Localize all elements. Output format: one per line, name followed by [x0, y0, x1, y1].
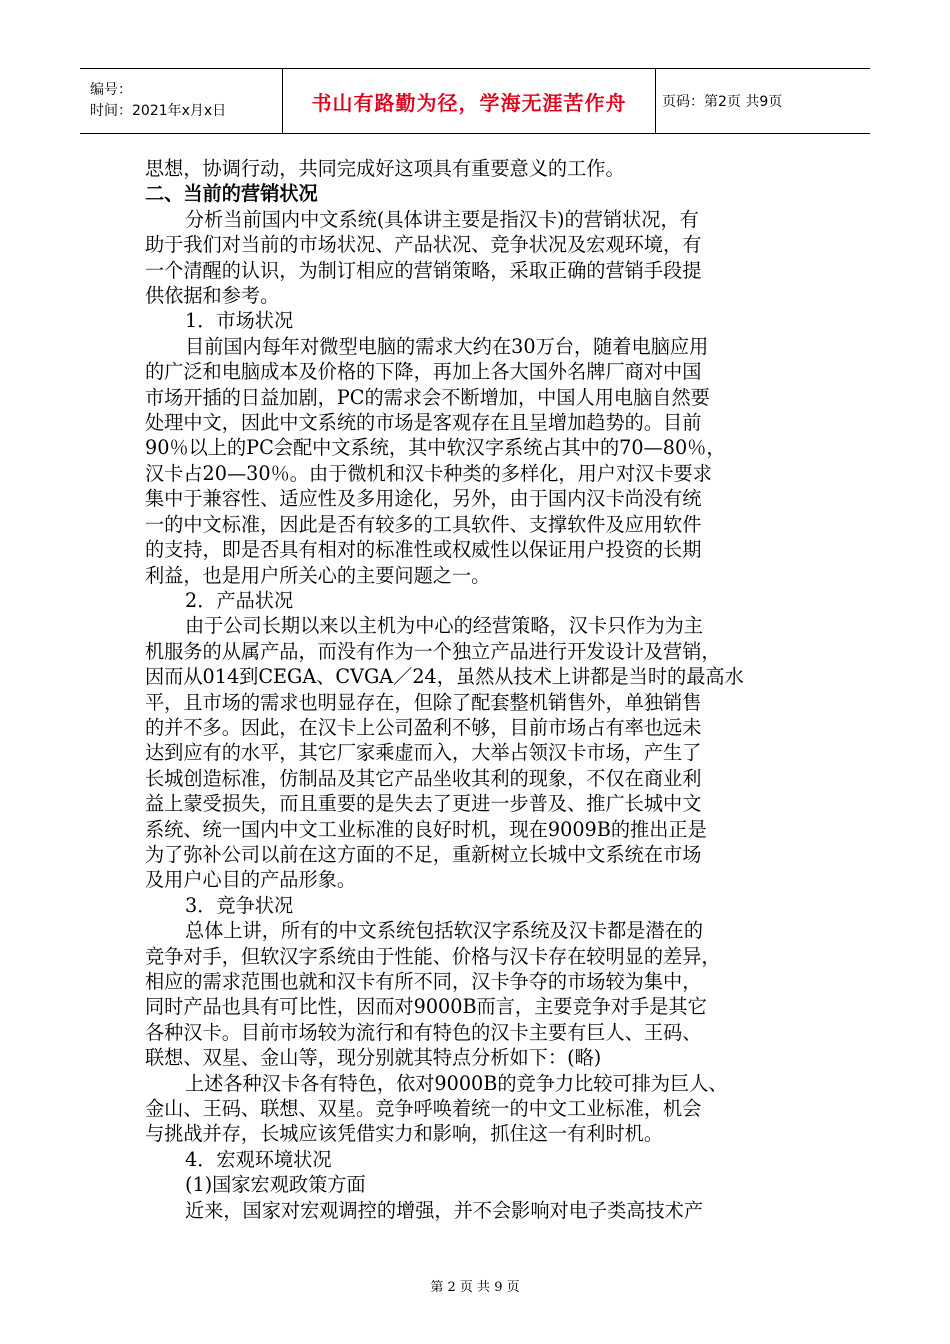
text-line: 益上蒙受损失，而且重要的是失去了更进一步普及、推广长城中文 — [145, 792, 702, 816]
text-line: 达到应有的水平，其它厂家乘虚而入，大举占领汉卡市场，产生了 — [145, 741, 702, 765]
text-line: 系统、统一国内中文工业标准的良好时机，现在9009B的推出正是 — [145, 817, 707, 841]
text-line: 平，且市场的需求也明显存在，但除了配套整机销售外，单独销售 — [145, 690, 702, 714]
text-line: 集中于兼容性、适应性及多用途化，另外，由于国内汉卡尚没有统 — [145, 487, 702, 511]
text-line: 处理中文，因此中文系统的市场是客观存在且呈增加趋势的。目前 — [145, 411, 702, 435]
text-line: 因而从014到CEGA、CVGA／24，虽然从技术上讲都是当时的最高水 — [145, 665, 744, 689]
header-motto-cell — [283, 69, 656, 133]
text-line: 各种汉卡。目前市场较为流行和有特色的汉卡主要有巨人、王码、 — [145, 1020, 702, 1044]
text-line: 2．产品状况 — [185, 588, 294, 612]
text-line: 近来，国家对宏观调控的增强，并不会影响对电子类高技术产 — [185, 1198, 704, 1222]
document-body — [145, 156, 810, 1223]
text-line: 一个清醒的认识，为制订相应的营销策略，采取正确的营销手段提 — [145, 258, 702, 282]
section-heading: 二、当前的营销状况 — [145, 182, 318, 206]
doc-number-label: 编号： — [90, 82, 132, 98]
text-line: 及用户心目的产品形象。 — [145, 868, 357, 892]
text-line: 金山、王码、联想、双星。竞争呼唤着统一的中文工业标准，机会 — [145, 1097, 702, 1121]
text-line: 分析当前国内中文系统(具体讲主要是指汉卡)的营销状况，有 — [185, 207, 699, 231]
text-line: 的广泛和电脑成本及价格的下降，再加上各大国外名牌厂商对中国 — [145, 360, 702, 384]
text-line: 相应的需求范围也就和汉卡有所不同，汉卡争夺的市场较为集中， — [145, 970, 702, 993]
text-line: 一的中文标准，因此是否有较多的工具软件、支撑软件及应用软件 — [145, 512, 702, 536]
text-line: 目前国内每年对微型电脑的需求大约在30万台，随着电脑应用 — [185, 334, 709, 358]
text-line: 3．竞争状况 — [185, 893, 294, 917]
header-page-info: 页码：第2页 共9页 — [662, 94, 783, 110]
text-line: 联想、双星、金山等，现分别就其特点分析如下：(略) — [145, 1046, 602, 1070]
text-line: 助于我们对当前的市场状况、产品状况、竞争状况及宏观环境，有 — [145, 233, 702, 257]
text-line: 总体上讲，所有的中文系统包括软汉字系统及汉卡都是潜在的 — [185, 919, 704, 943]
text-line: 4．宏观环境状况 — [185, 1147, 332, 1171]
text-line: 机服务的从属产品，而没有作为一个独立产品进行开发设计及营销， — [145, 639, 721, 663]
header-page-cell — [656, 69, 870, 133]
doc-time-label: 时间：2021年x月x日 — [90, 103, 227, 119]
text-line: 的并不多。因此，在汉卡上公司盈利不够，目前市场占有率也远未 — [145, 715, 702, 739]
text-line: 1．市场状况 — [185, 309, 294, 333]
text-line: 90％以上的PC会配中文系统，其中软汉字系统占其中的70—80％， — [145, 436, 726, 460]
text-line: 上述各种汉卡各有特色，依对9000B的竞争力比较可排为巨人、 — [185, 1071, 728, 1095]
page-footer: 第 2 页 共 9 页 — [430, 1280, 520, 1295]
text-line: 为了弥补公司以前在这方面的不足，重新树立长城中文系统在市场 — [145, 842, 702, 866]
header-meta — [80, 69, 283, 133]
text-line: 长城创造标准，仿制品及其它产品坐收其利的现象，不仅在商业利 — [145, 766, 702, 790]
text-line: (1)国家宏观政策方面 — [185, 1173, 366, 1197]
text-line: 利益，也是用户所关心的主要问题之一。 — [145, 563, 491, 587]
text-line: 由于公司长期以来以主机为中心的经营策略，汉卡只作为为主 — [185, 614, 704, 638]
text-line: 市场开插的日益加剧，PC的需求会不断增加，中国人用电脑自然要 — [145, 385, 710, 409]
text-line: 供依据和参考。 — [145, 284, 280, 308]
page-header — [80, 68, 870, 134]
header-motto: 书山有路勤为径，学海无涯苦作舟 — [311, 90, 627, 115]
text-line: 思想，协调行动，共同完成好这项具有重要意义的工作。 — [145, 157, 625, 180]
text-line: 的支持，即是否具有相对的标准性或权威性以保证用户投资的长期 — [145, 538, 702, 562]
text-line: 同时产品也具有可比性，因而对9000B而言，主要竞争对手是其它 — [145, 995, 707, 1019]
text-line: 与挑战并存，长城应该凭借实力和影响，抓住这一有利时机。 — [145, 1122, 664, 1146]
text-line: 汉卡占20—30％。由于微机和汉卡种类的多样化，用户对汉卡要求 — [145, 461, 712, 485]
text-line: 竞争对手，但软汉字系统由于性能、价格与汉卡存在较明显的差异， — [145, 944, 721, 968]
